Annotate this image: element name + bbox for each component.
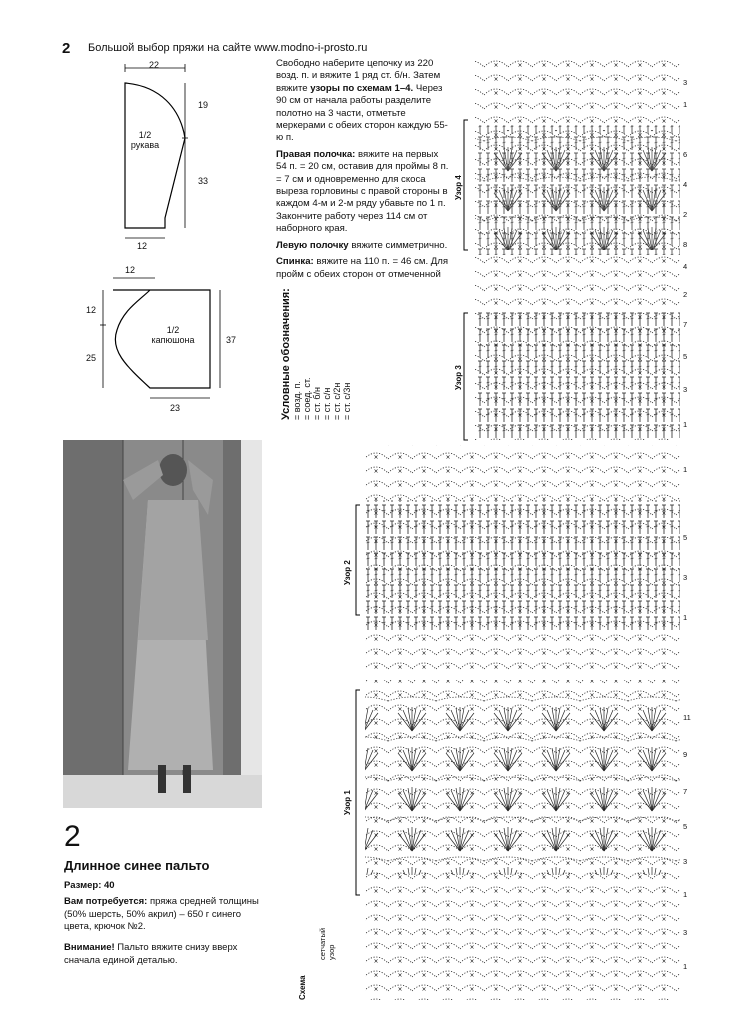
legend-item: = ст. с/н — [322, 387, 332, 420]
sleeve-bottom-width: 12 — [137, 241, 148, 251]
sleeve-top-width: 22 — [149, 60, 160, 70]
row-number: 2 — [683, 210, 688, 219]
site-banner: Большой выбор пряжи на сайте www.modno-i-prosto.ru — [88, 42, 368, 54]
article-number: 2 — [64, 820, 81, 853]
row-number: 5 — [683, 352, 688, 361]
row-number: 3 — [683, 385, 688, 394]
row-number: 3 — [683, 78, 688, 87]
legend-item: = соед. ст. — [302, 377, 312, 420]
sleeve-schematic — [90, 58, 230, 258]
crochet-chart — [340, 55, 700, 1005]
legend-item: = ст. б/н — [312, 386, 322, 420]
size-line: Размер: 40 — [64, 880, 115, 891]
hood-mid-height: 25 — [86, 353, 97, 363]
uzor-3-label: Узор 3 — [454, 365, 463, 390]
row-number: 8 — [683, 240, 688, 249]
row-number: 1 — [683, 613, 688, 622]
hood-top-width: 12 — [125, 265, 136, 275]
page-number: 2 — [62, 40, 71, 57]
model-photo — [63, 440, 262, 808]
row-number: 1 — [683, 890, 688, 899]
legend: Условные обозначения: = возд. п. = соед. ст. = ст. б/н = ст. с/н = ст. с/2н = ст. с/3н — [280, 288, 352, 420]
row-number: 1 — [683, 962, 688, 971]
row-number: 3 — [683, 857, 688, 866]
note: Внимание! Пальто вяжите снизу вверх сначала единой деталью. — [64, 942, 238, 966]
uzor-2-label: Узор 2 — [343, 560, 352, 585]
hood-schematic — [95, 270, 245, 420]
row-number: 11 — [683, 713, 691, 722]
row-number: 3 — [683, 573, 688, 582]
uzor-4-label: Узор 4 — [454, 175, 463, 200]
row-number: 2 — [683, 290, 688, 299]
instructions: Свободно наберите цепочку из 220 возд. п. и вяжите 1 ряд ст. б/н. Затем вяжите узоры по схемам 1–4. Через 90 см от начала работы разделите полотно на 3 части, отметьте меркерами с обеих сторон каждую 55-ю п. Правая полочка: вяжите на первых 54 п. = 20 см, оставив для проймы 8 п. = 7 см и одновременно для скоса выреза горловины с правой стороны в каждом 4-м и 2-м ряду убавьте по 1 п. Закончите работу через 114 см от наборного края. Левую полочку вяжите симметрично. Спинка: вяжите на 110 п. = 46 см. Для пройм с обеих сторон от отмеченной — [276, 58, 449, 280]
sleeve-height-2: 33 — [198, 176, 209, 186]
row-number: 5 — [683, 533, 688, 542]
article-title: Длинное синее пальто — [64, 858, 210, 873]
legend-item: = ст. с/3н — [342, 382, 352, 420]
legend-item: = возд. п. — [292, 381, 302, 420]
row-number: 9 — [683, 750, 688, 759]
schema-label: Схема — [298, 975, 307, 1000]
legend-item: = ст. с/2н — [332, 382, 342, 420]
sleeve-label: 1/2 рукава — [130, 130, 160, 150]
row-number: 7 — [683, 320, 688, 329]
sleeve-height-1: 19 — [198, 100, 209, 110]
row-number: 4 — [683, 262, 688, 271]
row-number: 1 — [683, 100, 688, 109]
row-number: 4 — [683, 180, 688, 189]
uzor-1-label: Узор 1 — [343, 790, 352, 815]
row-number: 7 — [683, 787, 688, 796]
mesh-label: сетчатый узор — [318, 927, 336, 960]
hood-total-height: 37 — [226, 335, 237, 345]
hood-bottom-width: 23 — [170, 403, 181, 413]
hood-top-height: 12 — [86, 305, 97, 315]
row-number: 6 — [683, 150, 688, 159]
row-number: 1 — [683, 465, 688, 474]
materials: Вам потребуется: пряжа средней толщины (50% шерсть, 50% акрил) – 650 г синего цвета, крючок №2. — [64, 896, 259, 932]
row-number: 5 — [683, 822, 688, 831]
row-number: 3 — [683, 928, 688, 937]
hood-label: 1/2 капюшона — [151, 325, 195, 345]
row-number: 1 — [683, 420, 688, 429]
